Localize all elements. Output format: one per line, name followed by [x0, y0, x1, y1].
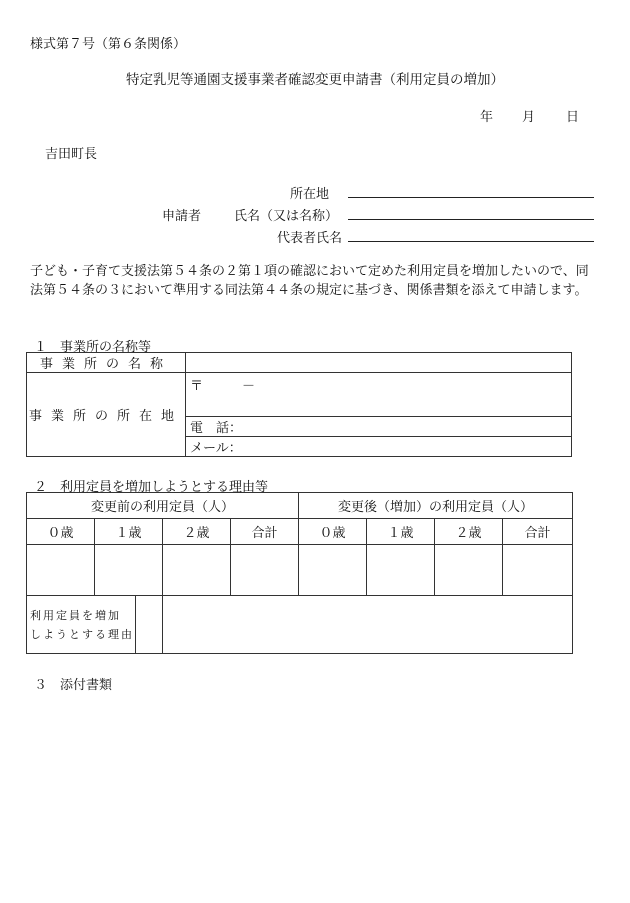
representative-field[interactable] [348, 241, 594, 242]
section-2-heading: ２ 利用定員を増加しようとする理由等 [34, 480, 269, 495]
after-col-age1: １歳 [367, 519, 435, 545]
after-col-age2: ２歳 [435, 519, 503, 545]
reason-field[interactable] [163, 596, 573, 654]
facility-name-field[interactable] [186, 353, 572, 373]
addressee: 吉田町長 [45, 147, 98, 162]
body-paragraph: 子ども・子育て支援法第５４条の２第１項の確認において定めた利用定員を増加したいので、同法第５４条の３において準用する同法第４４条の規定に基づき、関係書類を添えて申請します。 [30, 264, 589, 298]
facility-address-label: 事業所の所在地 [27, 373, 186, 457]
after-age1-input[interactable] [367, 545, 435, 596]
applicant-label: 申請者 [162, 209, 202, 224]
date-year: 年 [480, 110, 494, 125]
form-number: 様式第７号（第６条関係） [30, 37, 187, 52]
before-age2-input[interactable] [163, 545, 231, 596]
reason-row [27, 596, 163, 654]
reason-label-line2: しようとする理由 [30, 627, 134, 641]
before-col-age2: ２歳 [163, 519, 231, 545]
postal-code-field[interactable]: 〒 － [186, 373, 572, 417]
after-age2-input[interactable] [435, 545, 503, 596]
reason-label-line1: 利用定員を増加 [30, 608, 121, 622]
facility-name-label: 事業所の名称 [27, 353, 186, 373]
after-col-total: 合計 [503, 519, 573, 545]
date-month: 月 [522, 110, 536, 125]
reason-label-cell [27, 596, 136, 653]
before-col-age1: １歳 [95, 519, 163, 545]
before-col-age0: ０歳 [27, 519, 95, 545]
name-label: 氏名（又は名称） [234, 209, 339, 224]
after-total-input[interactable] [503, 545, 573, 596]
before-age0-input[interactable] [27, 545, 95, 596]
name-field[interactable] [348, 219, 594, 220]
capacity-table [26, 492, 573, 654]
representative-label: 代表者氏名 [277, 231, 343, 246]
after-age0-input[interactable] [299, 545, 367, 596]
location-field[interactable] [348, 197, 594, 198]
facility-table [26, 352, 572, 457]
before-header: 変更前の利用定員（人） [27, 493, 299, 519]
date-day: 日 [566, 110, 580, 125]
before-col-total: 合計 [231, 519, 299, 545]
phone-field[interactable]: 電 話： [186, 417, 572, 437]
after-header: 変更後（増加）の利用定員（人） [299, 493, 573, 519]
after-col-age0: ０歳 [299, 519, 367, 545]
document-title: 特定乳児等通園支援事業者確認変更申請書（利用定員の増加） [126, 72, 504, 88]
before-age1-input[interactable] [95, 545, 163, 596]
email-field[interactable]: メール： [186, 437, 572, 457]
location-label: 所在地 [290, 187, 330, 202]
section-1-heading: １ 事業所の名称等 [34, 340, 152, 355]
before-total-input[interactable] [231, 545, 299, 596]
section-3-heading: ３ 添付書類 [34, 678, 113, 693]
